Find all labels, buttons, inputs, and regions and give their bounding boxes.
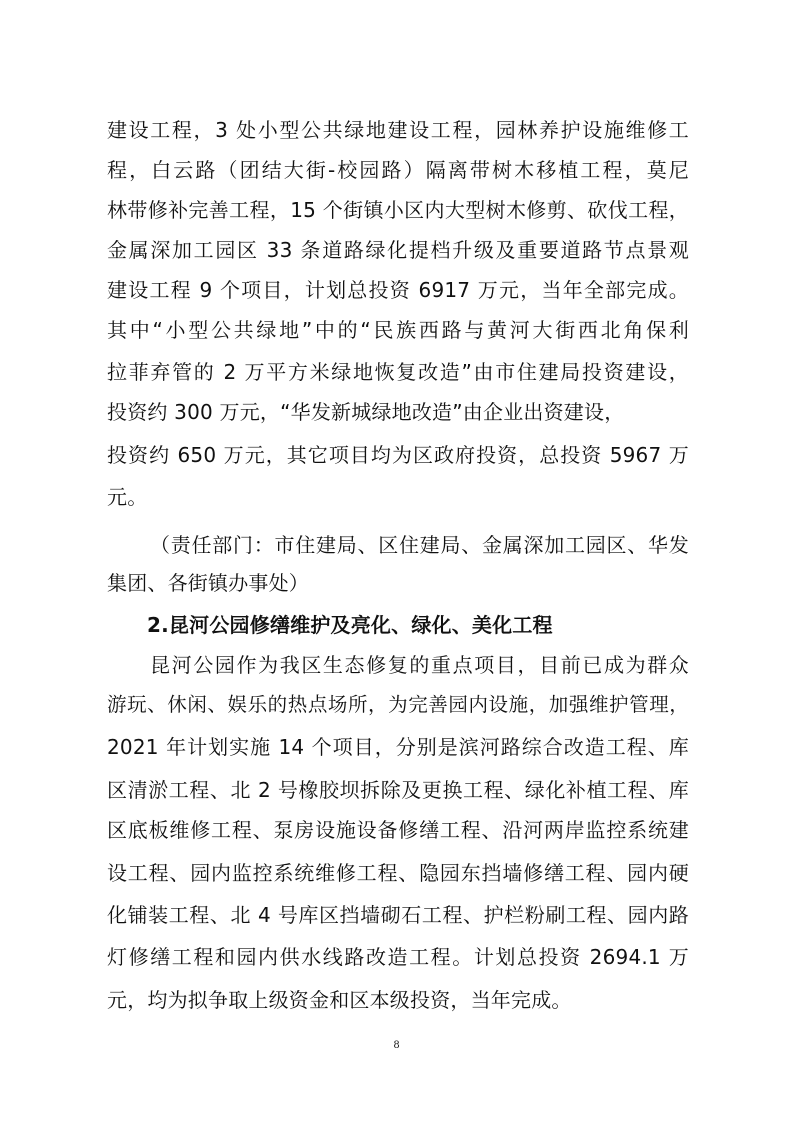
paragraph-line: 拉菲弃管的 2 万平方米绿地恢复改造”由市住建局投资建设， xyxy=(107,360,689,384)
section-heading: 2.昆河公园修缮维护及亮化、绿化、美化工程 xyxy=(147,613,553,637)
paragraph-line: 投资约 650 万元，其它项目均为区政府投资，总投资 5967 万 xyxy=(107,443,689,467)
paragraph-line: 建设工程，3 处小型公共绿地建设工程，园林养护设施维修工 xyxy=(107,118,689,142)
paragraph-line: 昆河公园作为我区生态修复的重点项目，目前已成为群众 xyxy=(150,653,689,677)
paragraph-line: 林带修补完善工程，15 个街镇小区内大型树木修剪、砍伐工程， xyxy=(107,198,689,222)
paragraph-line: 区清淤工程、北 2 号橡胶坝拆除及更换工程、绿化补植工程、库 xyxy=(107,778,689,802)
paragraph-line: 2021 年计划实施 14 个项目，分别是滨河路综合改造工程、库 xyxy=(107,735,689,759)
paragraph-line: 元。 xyxy=(107,485,148,509)
paragraph-line: 灯修缮工程和园内供水线路改造工程。计划总投资 2694.1 万 xyxy=(107,945,689,969)
responsibility-line: （责任部门：市住建局、区住建局、金属深加工园区、华发 xyxy=(150,533,689,557)
paragraph-line: 元，均为拟争取上级资金和区本级投资，当年完成。 xyxy=(107,988,572,1012)
paragraph-line: 程，白云路（团结大街-校园路）隔离带树木移植工程，莫尼 xyxy=(107,158,689,182)
paragraph-line: 化铺装工程、北 4 号库区挡墙砌石工程、护栏粉刷工程、园内路 xyxy=(107,903,689,927)
paragraph-line: 设工程、园内监控系统维修工程、隐园东挡墙修缮工程、园内硬 xyxy=(107,861,689,885)
paragraph-line: 建设工程 9 个项目，计划总投资 6917 万元，当年全部完成。 xyxy=(107,278,689,302)
paragraph-line: 投资约 300 万元，“华发新城绿地改造”由企业出资建设， xyxy=(107,400,625,424)
page-number: 8 xyxy=(393,1040,400,1051)
paragraph-line: 其中“小型公共绿地”中的“民族西路与黄河大街西北角保利 xyxy=(107,318,689,342)
paragraph-line: 区底板维修工程、泵房设施设备修缮工程、沿河两岸监控系统建 xyxy=(107,818,689,842)
responsibility-line: 集团、各街镇办事处） xyxy=(107,571,309,595)
paragraph-line: 游玩、休闲、娱乐的热点场所，为完善园内设施，加强维护管理， xyxy=(107,693,689,716)
paragraph-line: 金属深加工园区 33 条道路绿化提档升级及重要道路节点景观 xyxy=(107,238,689,262)
